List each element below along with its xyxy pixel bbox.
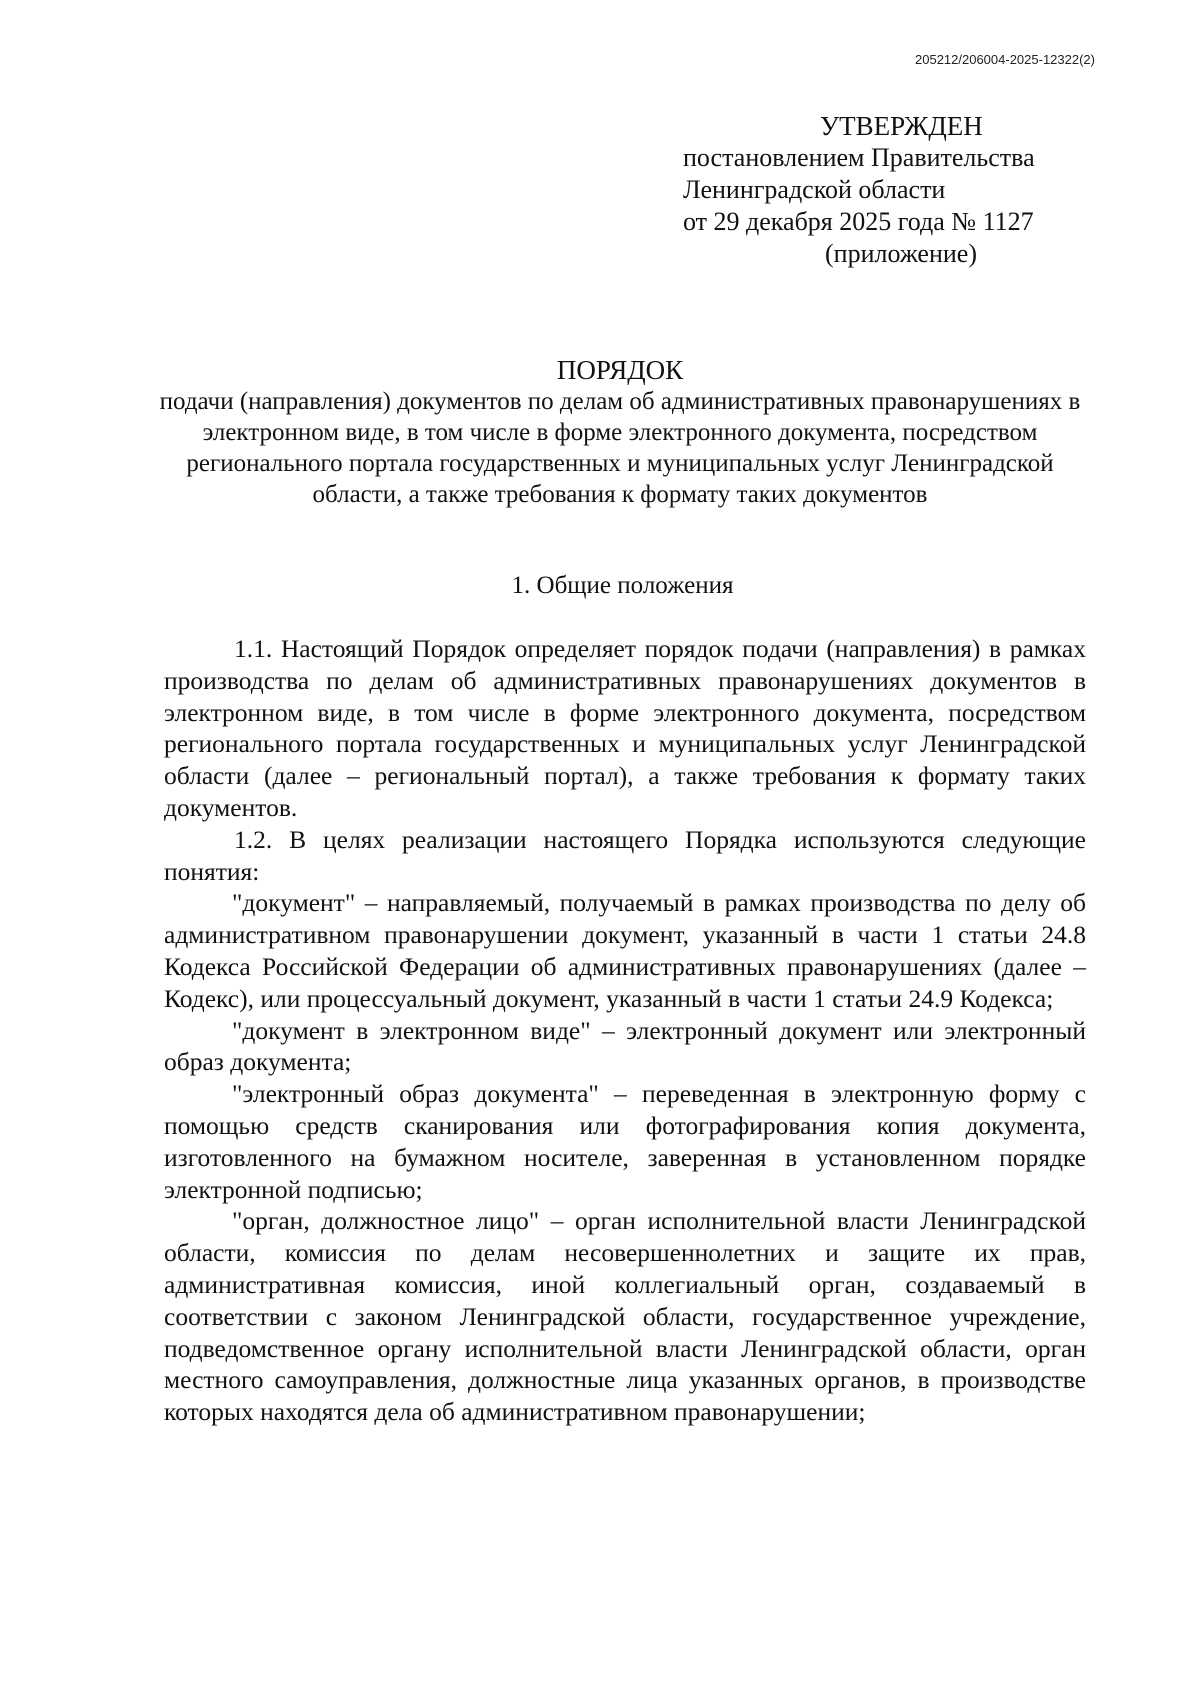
document-title: ПОРЯДОК (556, 355, 684, 385)
document-subtitle: подачи (направления) документов по делам об административных правонарушениях в электронном виде, в том числе в форме электронного документа, посредством регионального портала государственных и муниципальных услуг Ленинградской области, а также требования к формату таких документов (159, 388, 1081, 508)
definition-electronic-image: "электронный образ документа" – переведенная в электронную форму с помощью средств сканирования или фотографирования копия документа, изготовленного на бумажном носителе, заверенная в установленном порядке электронной подписью; (164, 1079, 1086, 1204)
approval-line-region: Ленинградской области (683, 175, 946, 204)
registration-number: 205212/206004-2025-12322(2) (915, 52, 1095, 67)
approval-line-date: от 29 декабря 2025 года № 1127 (683, 207, 1034, 236)
section-heading: 1. Общие положения (511, 572, 734, 599)
approval-title: УТВЕРЖДЕН (820, 111, 983, 141)
definition-electronic-document: "документ в электронном виде" – электронный документ или электронный образ документа; (164, 1015, 1086, 1077)
paragraph-1-2: 1.2. В целях реализации настоящего Порядка используются следующие понятия: (164, 824, 1086, 886)
document-body (164, 633, 1086, 1428)
approval-line-decree: постановлением Правительства (683, 143, 1035, 172)
definition-document: "документ" – направляемый, получаемый в рамках производства по делу об административном правонарушении документ, указанный в части 1 статьи 24.8 Кодекса Российской Федерации об административных правонарушениях (далее – Кодекс), или процессуальный документ, указанный в части 1 статьи 24.9 Кодекса; (164, 888, 1086, 1013)
approval-appendix: (приложение) (825, 239, 978, 268)
definition-authority: "орган, должностное лицо" – орган исполнительной власти Ленинградской области, комиссия по делам несовершеннолетних и защите их прав, административная комиссия, иной коллегиальный орган, создаваемый в соответствии с законом Ленинградской области, государственное учреждение, подведомственное органу исполнительной власти Ленинградской области, орган местного самоуправления, должностные лица указанных органов, в производстве которых находятся дела об административном правонарушении; (164, 1206, 1086, 1427)
approval-block (683, 110, 1103, 270)
paragraph-1-1: 1.1. Настоящий Порядок определяет порядок подачи (направления) в рамках производства по делам об административных правонарушениях документов в электронном виде, в том числе в форме электронного документа, посредством регионального портала государственных и муниципальных услуг Ленинградской области (далее – региональный портал), а также требования к формату таких документов. (164, 634, 1086, 822)
